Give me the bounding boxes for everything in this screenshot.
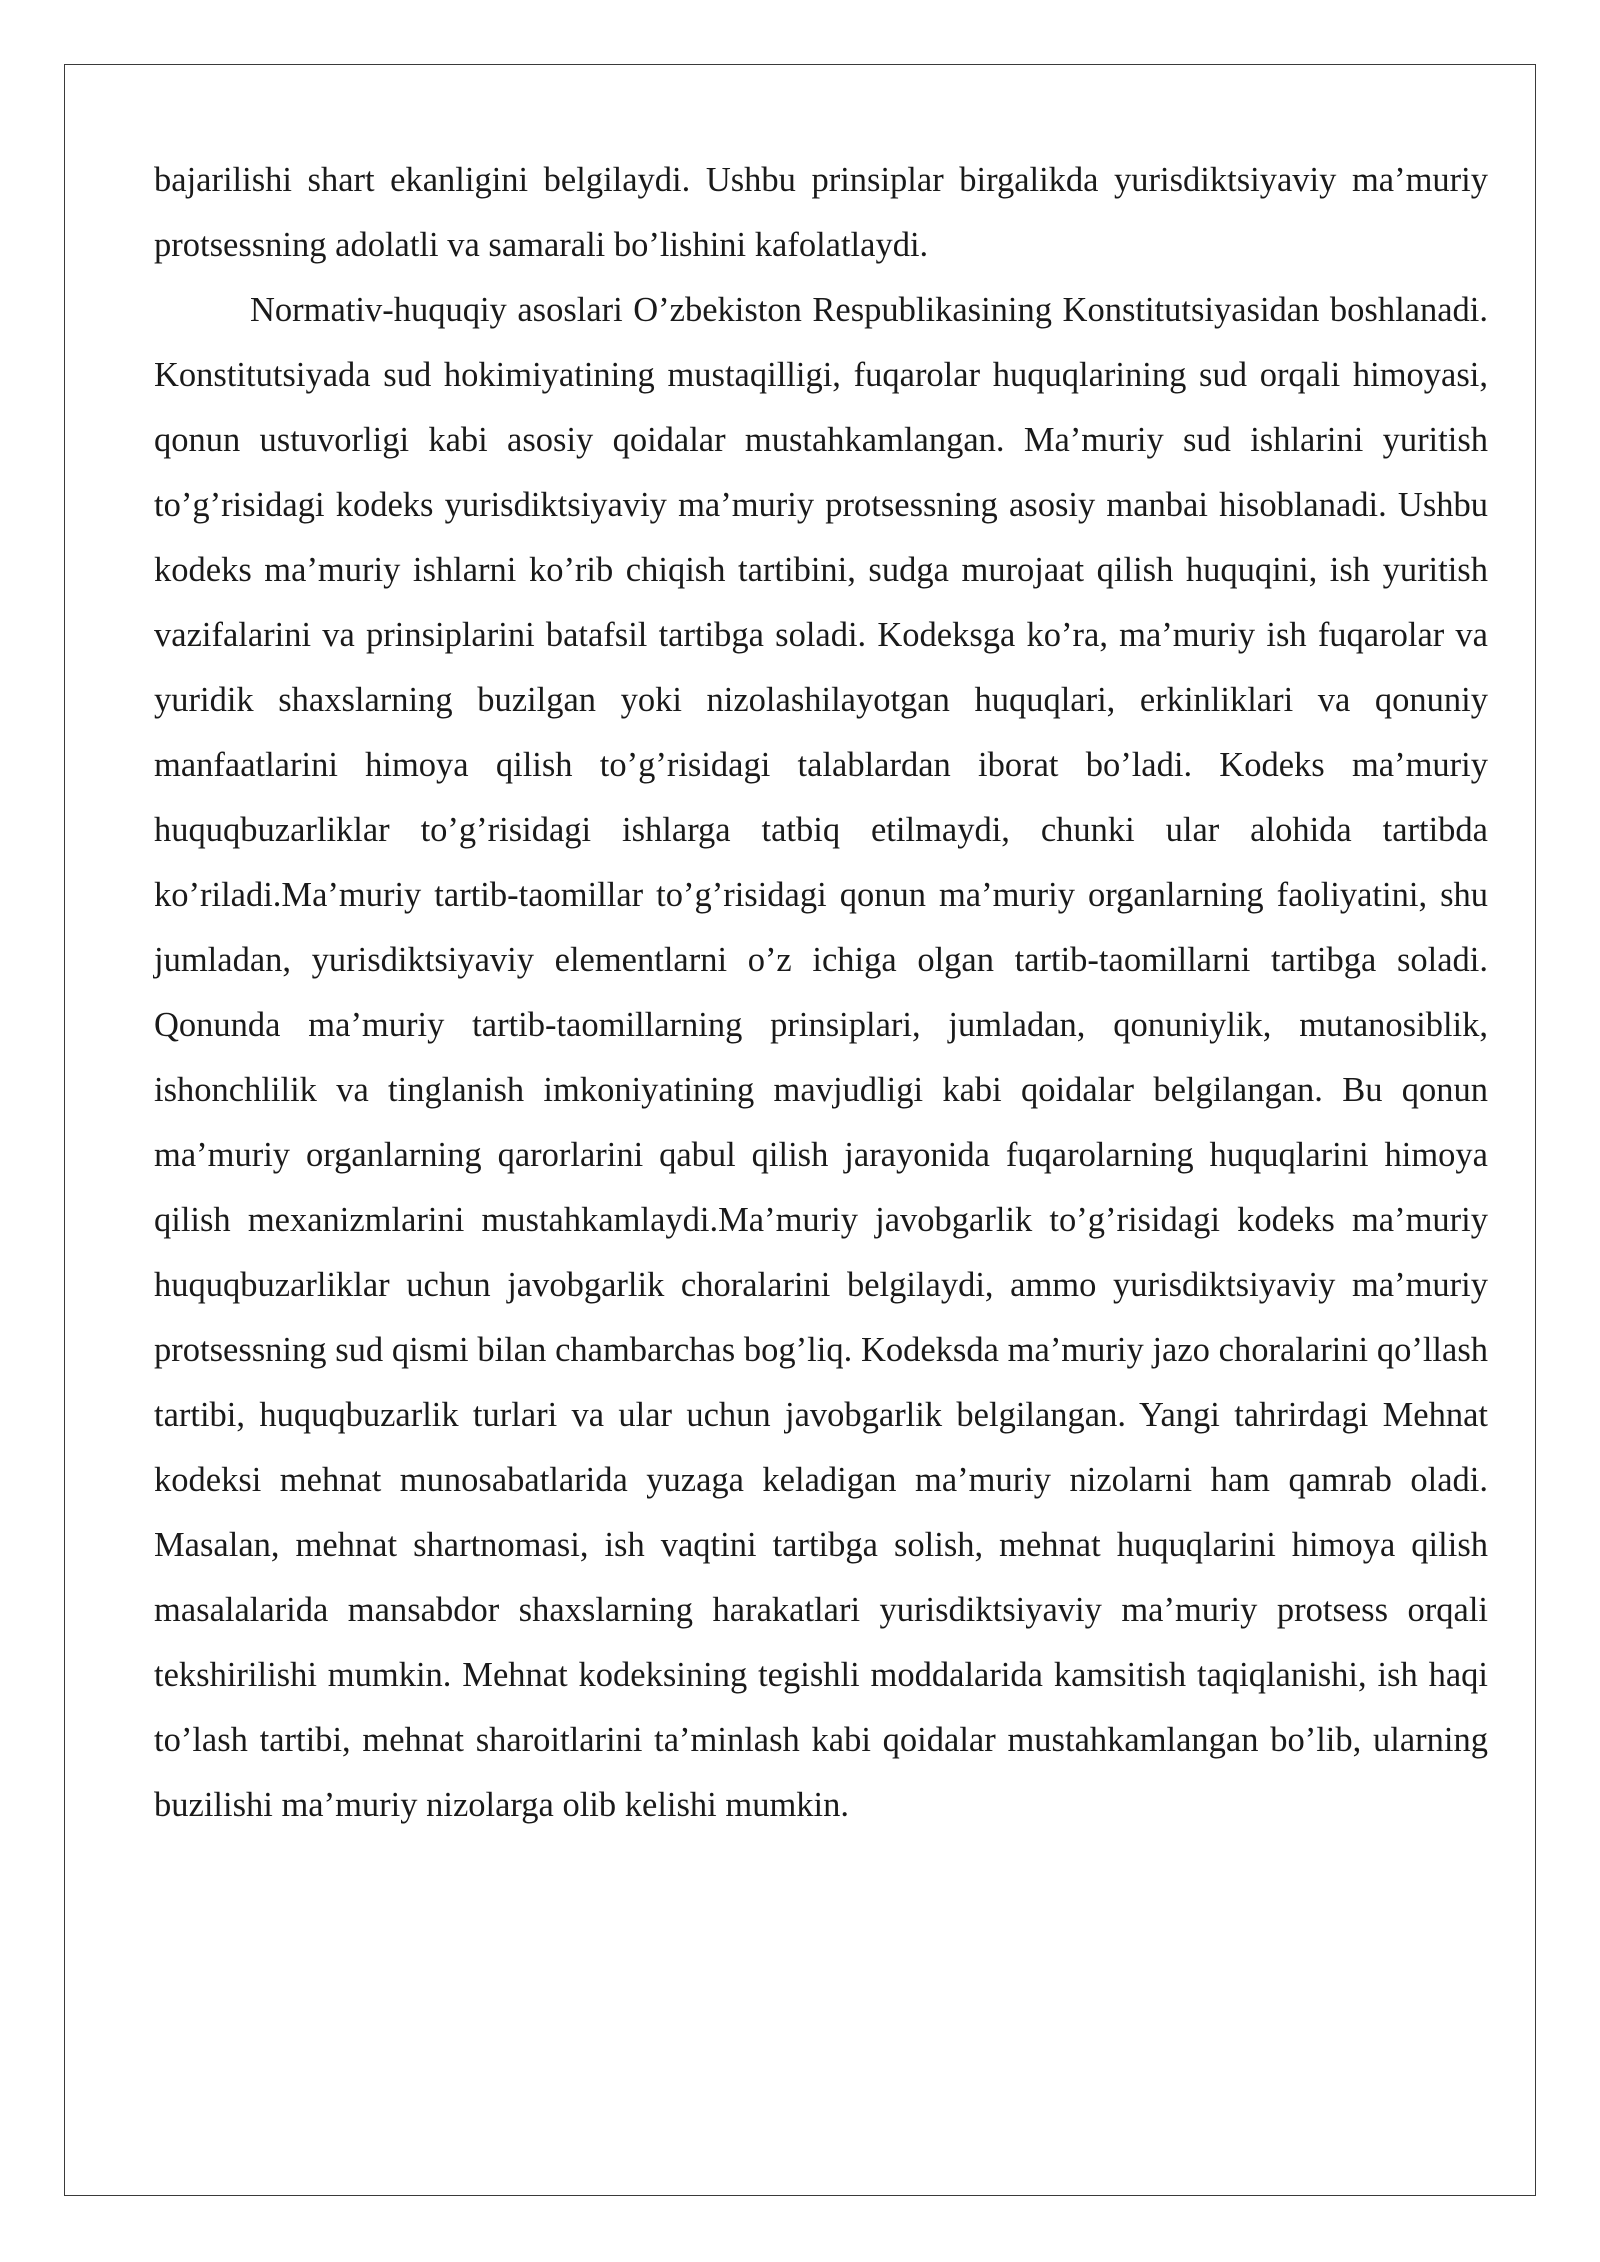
paragraph-normative-basis: Normativ-huquqiy asoslari O’zbekiston Respublikasining Konstitutsiyasidan boshlanadi. Konstitutsiyada sud hokimiyatining mustaqilligi, fuqarolar huquqlarining sud orqali himoyasi, qonun ustuvorligi kabi asosiy qoidalar mustahkamlangan. Ma’muriy sud ishlarini yuritish to’g’risidagi kodeks yurisdiktsiyaviy ma’muriy protsessning asosiy manbai hisoblanadi. Ushbu kodeks ma’muriy ishlarni ko’rib chiqish tartibini, sudga murojaat qilish huquqini, ish yuritish vazifalarini va prinsiplarini batafsil tartibga soladi. Kodeksga ko’ra, ma’muriy ish fuqarolar va yuridik shaxslarning buzilgan yoki nizolashilayotgan huquqlari, erkinliklari va qonuniy manfaatlarini himoya qilish to’g’risidagi talablardan iborat bo’ladi. Kodeks ma’muriy huquqbuzarliklar to’g’risidagi ishlarga tatbiq etilmaydi, chunki ular alohida tartibda ko’riladi.Ma’muriy tartib-taomillar to’g’risidagi qonun ma’muriy organlarning faoliyatini, shu jumladan, yurisdiktsiyaviy elementlarni o’z ichiga olgan tartib-taomillarni tartibga soladi. Qonunda ma’muriy tartib-taomillarning prinsiplari, jumladan, qonuniylik, mutanosiblik, ishonchlilik va tinglanish imkoniyatining mavjudligi kabi qoidalar belgilangan. Bu qonun ma’muriy organlarning qarorlarini qabul qilish jarayonida fuqarolarning huquqlarini himoya qilish mexanizmlarini mustahkamlaydi.Ma’muriy javobgarlik to’g’risidagi kodeks ma’muriy huquqbuzarliklar uchun javobgarlik choralarini belgilaydi, ammo yurisdiktsiyaviy ma’muriy protsessning sud qismi bilan chambarchas bog’liq. Kodeksda ma’muriy jazo choralarini qo’llash tartibi, huquqbuzarlik turlari va ular uchun javobgarlik belgilangan. Yangi tahrirdagi Mehnat kodeksi mehnat munosabatlarida yuzaga keladigan ma’muriy nizolarni ham qamrab oladi. Masalan, mehnat shartnomasi, ish vaqtini tartibga solish, mehnat huquqlarini himoya qilish masalalarida mansabdor shaxslarning harakatlari yurisdiktsiyaviy ma’muriy protsess orqali tekshirilishi mumkin. Mehnat kodeksining tegishli moddalarida kamsitish taqiqlanishi, ish haqi to’lash tartibi, mehnat sharoitlarini ta’minlash kabi qoidalar mustahkamlangan bo’lib, ularning buzilishi ma’muriy nizolarga olib kelishi mumkin. (154, 291, 1488, 1824)
paragraph-continuation: bajarilishi shart ekanligini belgilaydi. Ushbu prinsiplar birgalikda yurisdiktsiyaviy ma’muriy protsessning adolatli va samarali bo’lishini kafolatlaydi. (154, 161, 1488, 264)
document-body (154, 148, 1488, 1838)
